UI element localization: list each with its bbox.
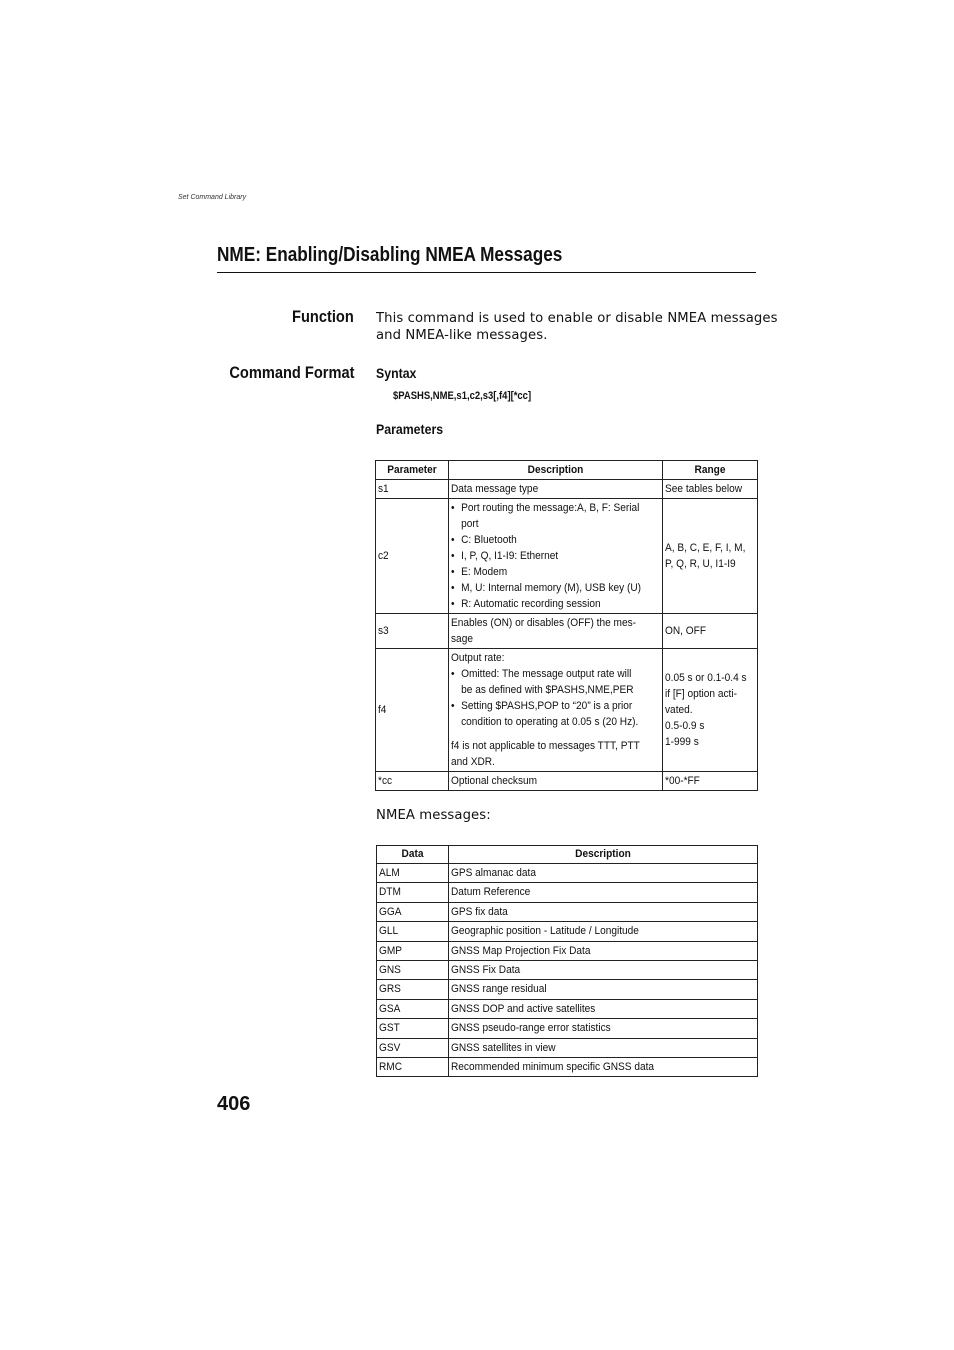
header-parameter: Parameter [376, 461, 449, 480]
list-item: • C: Bluetooth [451, 532, 643, 548]
table-row [377, 961, 758, 980]
table-row [377, 1038, 758, 1057]
function-text [376, 310, 778, 344]
description-cell: GNSS satellites in view [449, 1038, 758, 1057]
nmea-messages-table [376, 845, 758, 1077]
table-row [376, 649, 758, 772]
range-cell: *00-*FF [663, 772, 758, 791]
table-row [376, 480, 758, 499]
page-title: NME: Enabling/Disabling NMEA Messages [217, 244, 563, 266]
port-routing-list [451, 500, 643, 612]
table-row [376, 614, 758, 649]
command-format-heading: Command Format [228, 363, 354, 382]
desc-cell [449, 649, 663, 772]
syntax-heading: Syntax [376, 365, 417, 381]
list-item: • E: Modem [451, 564, 643, 580]
description-cell: Datum Reference [449, 883, 758, 902]
data-cell: DTM [377, 883, 449, 902]
range-line: 0.5-0.9 s [665, 720, 705, 732]
function-text-line-2: and NMEA-like messages. [376, 328, 548, 343]
table-row [377, 980, 758, 999]
desc-cell [449, 499, 663, 614]
param-cell: s3 [376, 614, 449, 649]
description-cell: GPS fix data [449, 902, 758, 921]
description-cell: GNSS Fix Data [449, 961, 758, 980]
table-row [377, 999, 758, 1018]
range-cell: A, B, C, E, F, I, M, P, Q, R, U, I1-I9 [663, 499, 758, 614]
data-cell: GRS [377, 980, 449, 999]
data-cell: GGA [377, 902, 449, 921]
description-cell: GPS almanac data [449, 864, 758, 883]
data-cell: GLL [377, 922, 449, 941]
nmea-table-body [377, 864, 758, 1077]
page-number: 406 [217, 1093, 251, 1115]
table-row [377, 941, 758, 960]
table-row [377, 922, 758, 941]
table-row [376, 499, 758, 614]
description-cell: Geographic position - Latitude / Longitude [449, 922, 758, 941]
range-line: 0.05 s or 0.1-0.4 s if [F] option acti-vated. [665, 672, 747, 716]
syntax-code: $PASHS,NME,s1,c2,s3[,f4][*cc] [393, 390, 532, 402]
table-row [377, 902, 758, 921]
range-cell [663, 649, 758, 772]
header-description: Description [449, 846, 758, 864]
table-row [377, 864, 758, 883]
list-item: • M, U: Internal memory (M), USB key (U) [451, 580, 643, 596]
parameters-header-row [376, 461, 758, 480]
desc-cell: Optional checksum [449, 772, 663, 791]
list-item: • I, P, Q, I1-I9: Ethernet [451, 548, 643, 564]
parameters-table [375, 460, 758, 791]
table-row [377, 883, 758, 902]
data-cell: ALM [377, 864, 449, 883]
param-cell: s1 [376, 480, 449, 499]
data-cell: GSV [377, 1038, 449, 1057]
output-rate-intro: Output rate: [451, 652, 505, 664]
param-cell: c2 [376, 499, 449, 614]
list-item: • Omitted: The message output rate will be as defined with $PASHS,NME,PER [451, 666, 643, 698]
data-cell: GMP [377, 941, 449, 960]
f4-note: f4 is not applicable to messages TTT, PTT and XDR. [451, 740, 640, 768]
parameters-heading: Parameters [376, 421, 444, 437]
desc-cell: Data message type [449, 480, 663, 499]
output-rate-list [451, 666, 643, 730]
description-cell: GNSS pseudo-range error statistics [449, 1019, 758, 1038]
param-cell: *cc [376, 772, 449, 791]
description-cell: GNSS range residual [449, 980, 758, 999]
function-heading: Function [292, 307, 354, 326]
data-cell: GNS [377, 961, 449, 980]
function-text-line-1: This command is used to enable or disable NMEA messages [376, 311, 778, 326]
data-cell: GSA [377, 999, 449, 1018]
param-cell: f4 [376, 649, 449, 772]
table-row [376, 772, 758, 791]
header-data: Data [377, 846, 449, 864]
desc-cell: Enables (ON) or disables (OFF) the mes-sage [449, 614, 663, 649]
range-cell: ON, OFF [663, 614, 758, 649]
nmea-header-row [377, 846, 758, 864]
running-head: Set Command Library [178, 194, 247, 201]
table-row [377, 1058, 758, 1077]
list-item: • R: Automatic recording session [451, 596, 643, 612]
description-cell: Recommended minimum specific GNSS data [449, 1058, 758, 1077]
header-description: Description [449, 461, 663, 480]
list-item: • Setting $PASHS,POP to “20” is a prior condition to operating at 0.05 s (20 Hz). [451, 698, 643, 730]
nmea-messages-label: NMEA messages: [376, 808, 491, 823]
range-line: 1-999 s [665, 736, 699, 748]
description-cell: GNSS DOP and active satellites [449, 999, 758, 1018]
data-cell: GST [377, 1019, 449, 1038]
list-item: • Port routing the message:A, B, F: Serial port [451, 500, 643, 532]
range-cell: See tables below [663, 480, 758, 499]
data-cell: RMC [377, 1058, 449, 1077]
title-rule [217, 272, 756, 273]
description-cell: GNSS Map Projection Fix Data [449, 941, 758, 960]
table-row [377, 1019, 758, 1038]
header-range: Range [663, 461, 758, 480]
